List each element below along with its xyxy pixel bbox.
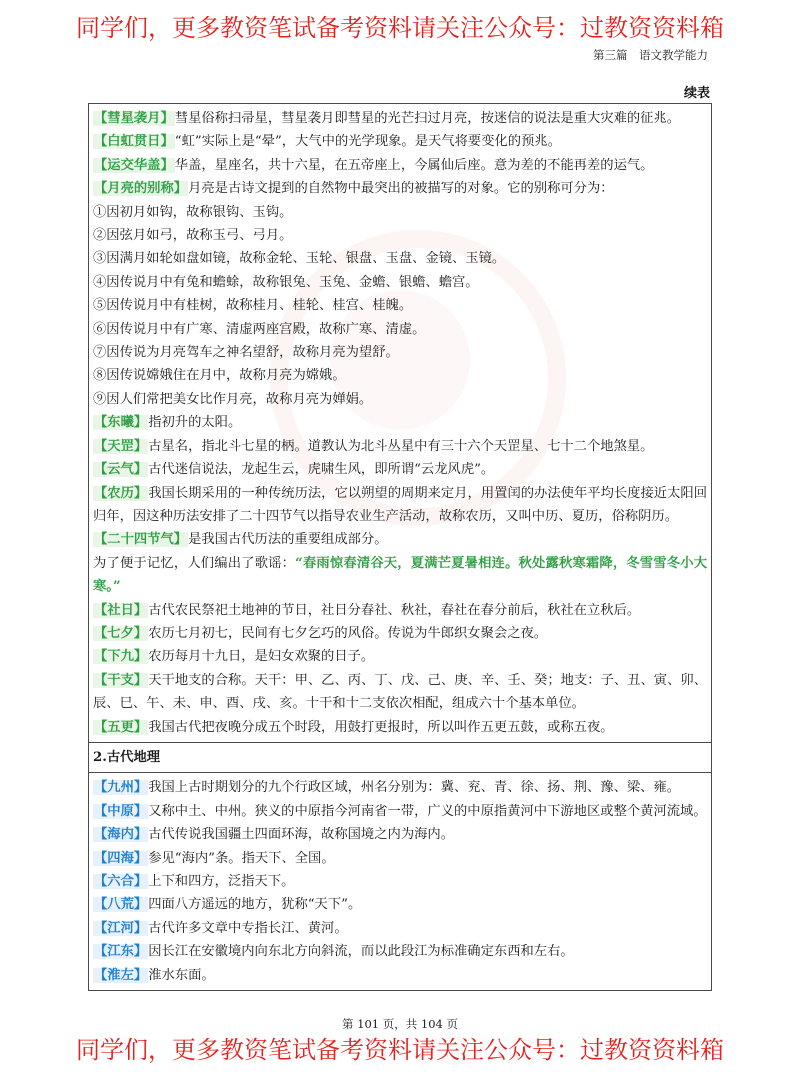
page-number: 第 101 页，共 104 页 (341, 1017, 459, 1031)
glossary-entry (93, 716, 707, 739)
glossary-definition: 古星名，指北斗七星的柄。道教认为北斗丛星中有三十六个天罡星、七十二个地煞星。 (148, 438, 654, 454)
moon-alias-item: ④因传说月中有兔和蟾蜍，故称银兔、玉兔、金蟾、银蟾、蟾宫。 (93, 274, 479, 290)
glossary-entry (93, 528, 707, 551)
glossary-entry (93, 940, 707, 963)
glossary-term: 【淮左】 (94, 967, 148, 983)
continued-table-label: 续表 (683, 86, 710, 101)
glossary-term: 【四海】 (94, 850, 148, 866)
glossary-definition: 是我国古代历法的重要组成部分。 (188, 532, 388, 548)
glossary-entry (93, 870, 707, 893)
glossary-entry (93, 154, 707, 177)
glossary-entry (93, 599, 707, 622)
glossary-term: 【农历】 (94, 485, 148, 501)
glossary-entry (93, 964, 707, 987)
glossary-term: 【江河】 (94, 920, 148, 936)
glossary-entry (93, 776, 707, 799)
glossary-definition: 又称中土、中州。狭义的中原指今河南省一带，广义的中原指黄河中下游地区或整个黄河流域。 (148, 803, 707, 819)
glossary-entry (93, 847, 707, 870)
glossary-term: 【东曦】 (94, 415, 148, 431)
table-row (89, 104, 712, 743)
glossary-term: 【海内】 (94, 827, 148, 843)
glossary-entry (93, 435, 707, 458)
moon-alias-item: ⑨因人们常把美女比作月亮，故称月亮为婵娟。 (93, 391, 373, 407)
table-row (89, 773, 712, 991)
moon-alias-item: ⑥因传说月中有广寒、清虚两座宫殿，故称广寒、清虚。 (93, 321, 426, 337)
glossary-term: 【下九】 (94, 649, 148, 665)
glossary-definition: 参见“海内”条。指天下、全国。 (148, 850, 335, 866)
glossary-entry (93, 130, 707, 153)
song-intro: 为了便于记忆，人们编出了歌谣： (93, 555, 296, 571)
solar-terms-song (93, 552, 707, 599)
glossary-definition: 古代传说我国疆土四面环海，故称国境之内为海内。 (148, 827, 455, 843)
glossary-definition: 古代迷信说法，龙起生云，虎啸生风，即所谓“云龙风虎”。 (148, 462, 495, 478)
glossary-term: 【二十四节气】 (94, 532, 188, 548)
glossary-definition: 古代许多文章中专指长江、黄河。 (148, 920, 348, 936)
glossary-definition: 古代农民祭祀土地神的节日，社日分春社、秋社，春社在春分前后，秋社在立秋后。 (148, 602, 641, 618)
glossary-entry (93, 917, 707, 940)
moon-alias-item: ①因初月如钩，故称银钩、玉钩。 (93, 204, 293, 220)
moon-alias-item: ⑧因传说嫦娥住在月中，故称月亮为嫦娥。 (93, 368, 346, 384)
glossary-term: 【六合】 (94, 874, 148, 889)
song-lyrics: “春雨惊春清谷天，夏满芒夏暑相连。秋处露秋寒霜降，冬雪雪冬小大寒。” (93, 555, 708, 595)
promo-banner-bottom: 同学们，更多教资笔试备考资料请关注公众号：过教资资料箱 (76, 1036, 724, 1064)
glossary-term: 【八荒】 (94, 897, 148, 913)
running-header: 第三篇 语文教学能力 (593, 48, 708, 62)
glossary-term: 【社日】 (94, 602, 148, 618)
glossary-term: 【月亮的别称】 (94, 181, 188, 197)
glossary-entry (93, 645, 707, 668)
glossary-entry (93, 458, 707, 481)
glossary-entry (93, 823, 707, 846)
glossary-definition: 我国上古时期划分的九个行政区域，州名分别为：冀、兖、青、徐、扬、荆、豫、梁、雍。 (148, 780, 681, 796)
glossary-term: 【天罡】 (94, 438, 148, 454)
promo-banner-top: 同学们，更多教资笔试备考资料请关注公众号：过教资资料箱 (76, 14, 724, 42)
glossary-term: 【七夕】 (94, 625, 148, 641)
moon-alias-item: ⑤因传说月中有桂树，故称桂月、桂轮、桂宫、桂魄。 (93, 298, 413, 314)
glossary-definition: 因长江在安徽境内向东北方向斜流，而以此段江为标准确定东西和左右。 (148, 944, 574, 960)
glossary-entry (93, 893, 707, 916)
glossary-definition: 华盖，星座名，共十六星，在五帝座上，今属仙后座。意为差的不能再差的运气。 (174, 157, 654, 173)
glossary-definition: 指初升的太阳。 (148, 415, 242, 431)
glossary-term: 【运交华盖】 (94, 157, 174, 173)
glossary-definition: 上下和四方，泛指天下。 (148, 874, 295, 889)
glossary-definition: “虹”实际上是“晕”，大气中的光学现象。是天气将要变化的预兆。 (174, 134, 561, 150)
glossary-entry (93, 622, 707, 645)
moon-alias-item: ⑦因传说为月亮驾车之神名望舒，故称月亮为望舒。 (93, 345, 399, 361)
glossary-entry (93, 411, 707, 434)
glossary-entry (93, 107, 707, 130)
glossary-entry (93, 800, 707, 823)
table-row (89, 742, 712, 772)
glossary-term: 【九州】 (94, 780, 148, 796)
glossary-term: 【云气】 (94, 462, 148, 478)
glossary-term: 【干支】 (94, 672, 148, 688)
glossary-definition: 我国古代把夜晚分成五个时段，用鼓打更报时，所以叫作五更五鼓，或称五夜。 (148, 719, 614, 735)
glossary-definition: 月亮是古诗文提到的自然物中最突出的被描写的对象。它的别称可分为： (188, 181, 614, 197)
moon-alias-item: ②因弦月如弓，故称玉弓、弓月。 (93, 228, 293, 244)
glossary-term: 【彗星袭月】 (94, 111, 174, 126)
glossary-definition: 天干地支的合称。天干：甲、乙、丙、丁、戊、己、庚、辛、壬、癸；地支：子、丑、寅、卯、辰、巳、午、未、申、酉、戌、亥。十干和十二支依次相配，组成六十个基本单位。 (93, 672, 707, 712)
glossary-definition: 淮水东面。 (148, 967, 215, 983)
glossary-entry (93, 669, 707, 716)
glossary-entry (93, 482, 707, 529)
astronomy-calendar-cell (89, 104, 712, 743)
glossary-definition: 我国长期采用的一种传统历法，它以朔望的周期来定月，用置闰的办法使年平均长度接近太阳回归年，因这种历法安排了二十四节气以指导农业生产活动，故称农历，又叫中历、夏历，俗称阴历。 (93, 485, 707, 524)
glossary-term: 【白虹贯日】 (94, 134, 174, 150)
geography-cell (89, 773, 712, 991)
moon-alias-item: ③因满月如轮如盘如镜，故称金轮、玉轮、银盘、玉盘、金镜、玉镜。 (93, 251, 506, 267)
glossary-entry (93, 177, 707, 200)
glossary-term: 【中原】 (94, 803, 148, 819)
glossary-definition: 四面八方遥远的地方，犹称“天下”。 (148, 897, 362, 913)
section-title-geography: 2.古代地理 (89, 742, 712, 772)
glossary-term: 【五更】 (94, 719, 148, 735)
glossary-definition: 农历每月十九日，是妇女欢聚的日子。 (148, 649, 375, 665)
glossary-definition: 彗星俗称扫帚星，彗星袭月即彗星的光芒扫过月亮，按迷信的说法是重大灾难的征兆。 (174, 111, 681, 126)
glossary-definition: 农历七月初七，民间有七夕乞巧的风俗。传说为牛郎织女聚会之夜。 (148, 625, 548, 641)
glossary-term: 【江东】 (94, 944, 148, 960)
glossary-table (88, 103, 712, 991)
